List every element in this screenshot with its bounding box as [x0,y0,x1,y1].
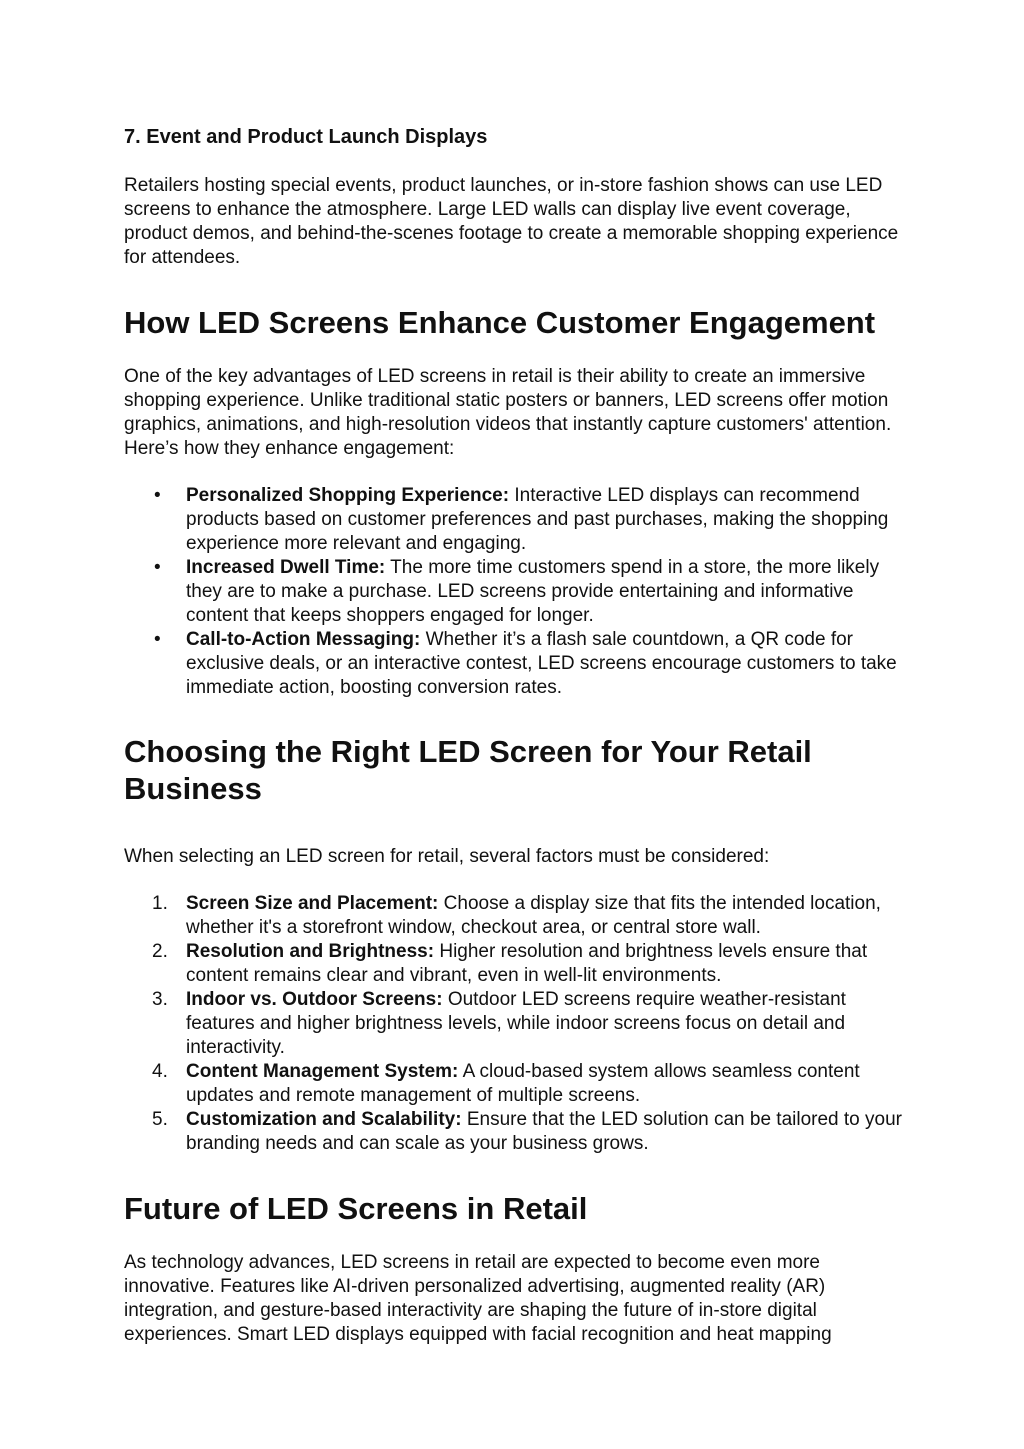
list-item-text: Interactive LED displays can recommend products based on customer preferences and past purchases, making the shopping experience more relevant and engaging. [186,485,889,554]
event-displays-paragraph: Retailers hosting special events, product launches, or in-store fashion shows can use LED screens to enhance the atmosphere. Large LED walls can display live event coverage, product demos, and behind-the-scenes footage to create a memorable shopping experience for attendees. [124,175,899,268]
list-item-text: The more time customers spend in a store, the more likely they are to make a purchase. LED screens provide entertaining and informative content that keeps shoppers engaged for longer. [186,557,880,626]
list-item [124,988,904,1060]
list-item-text: Choose a display size that fits the intended location, whether it's a storefront window, checkout area, or central store wall. [186,893,881,938]
list-item-text: A cloud-based system allows seamless content updates and remote management of multiple screens. [186,1061,860,1106]
heading-line-1: Choosing the Right LED Screen for Your Retail [124,734,812,769]
list-item-title: Indoor vs. Outdoor Screens: [186,989,443,1010]
list-item-text: Higher resolution and brightness levels ensure that content remains clear and vibrant, even in well-lit environments. [186,941,868,986]
list-item-title: Call-to-Action Messaging: [186,629,421,650]
choosing-numbered-list [124,892,904,1156]
future-paragraph: As technology advances, LED screens in retail are expected to become even more innovative. Features like AI-driven personalized advertising, augmented reality (AR) integration, and gesture-based interactivity are shaping the future of in-store digital experiences. Smart LED displays equipped with facial recognition and heat mapping [124,1252,832,1345]
choosing-intro-paragraph: When selecting an LED screen for retail, several factors must be considered: [124,846,770,867]
list-number: 1. [152,893,168,914]
document-page [124,124,904,1347]
engagement-bullet-list [124,484,904,700]
list-item-title: Personalized Shopping Experience: [186,485,510,506]
section-heading-event-displays: 7. Event and Product Launch Displays [124,126,488,148]
list-item-title: Customization and Scalability: [186,1109,462,1130]
bullet-icon: • [154,485,161,506]
bullet-icon: • [154,557,161,578]
list-item-text: Outdoor LED screens require weather-resistant features and higher brightness levels, while indoor screens focus on detail and interactivity. [186,989,846,1058]
list-item-text: Whether it’s a flash sale countdown, a QR code for exclusive deals, or an interactive contest, LED screens encourage customers to take immediate action, boosting conversion rates. [186,629,897,698]
list-number: 4. [152,1061,168,1082]
list-number: 2. [152,941,168,962]
list-item [124,1060,904,1108]
section-heading-future-led-screens: Future of LED Screens in Retail [124,1191,588,1226]
list-item [124,484,904,556]
list-number: 5. [152,1109,168,1130]
list-item-text: Ensure that the LED solution can be tailored to your branding needs and can scale as your business grows. [186,1109,902,1154]
section-heading-customer-engagement: How LED Screens Enhance Customer Engagement [124,305,876,340]
section-heading-choosing-led-screen [124,733,904,807]
list-item [124,628,904,700]
list-item-title: Increased Dwell Time: [186,557,386,578]
list-item-title: Screen Size and Placement: [186,893,439,914]
heading-line-2: Business [124,771,262,806]
list-item [124,556,904,628]
list-number: 3. [152,989,168,1010]
engagement-intro-paragraph: One of the key advantages of LED screens in retail is their ability to create an immersive shopping experience. Unlike traditional static posters or banners, LED screens offer motion graphics, animations, and high-resolution videos that instantly capture customers' attention. Here’s how they enhance engagement: [124,366,892,459]
list-item-title: Content Management System: [186,1061,459,1082]
list-item [124,892,904,940]
list-item [124,940,904,988]
list-item [124,1108,904,1156]
list-item-title: Resolution and Brightness: [186,941,435,962]
bullet-icon: • [154,629,161,650]
